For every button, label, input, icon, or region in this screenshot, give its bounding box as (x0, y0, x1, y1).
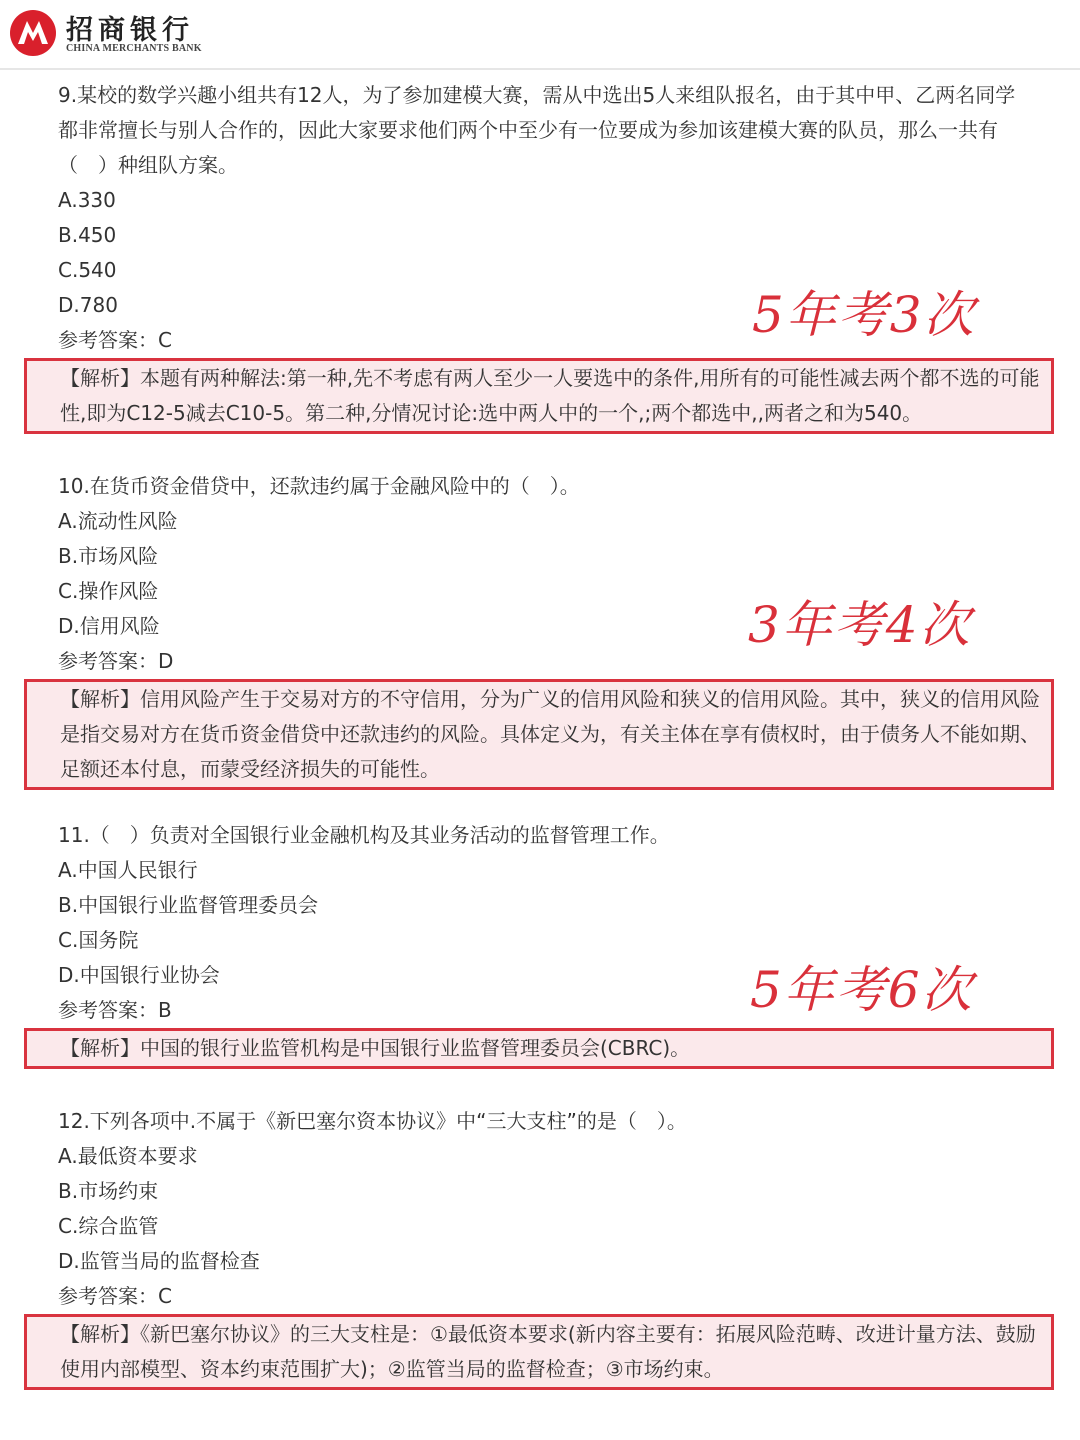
question-text: 9.某校的数学兴趣小组共有12人，为了参加建模大赛，需从中选出5人来组队报名，由于其中甲、乙两名同学都非常擅长与别人合作的，因此大家要求他们两个中至少有一位要成为参加该建模大赛的队员，那么一共有（ ）种组队方案。 (58, 83, 1016, 177)
analysis-box: 【解析】《新巴塞尔协议》的三大支柱是：①最低资本要求(新内容主要有：拓展风险范畴、改进计量方法、鼓励使用内部模型、资本约束范围扩大)；②监管当局的监督检查；③市场约束。 (24, 1314, 1054, 1390)
option-c: C.国务院 (58, 928, 139, 952)
logo-english-name: CHINA MERCHANTS BANK (66, 43, 202, 54)
option-d: D.780 (58, 293, 118, 317)
reference-answer: 参考答案：D (58, 649, 174, 673)
logo-chinese-name: 招商银行 (66, 15, 194, 46)
option-a: A.330 (58, 188, 116, 212)
option-d: D.信用风险 (58, 614, 160, 638)
option-b: B.市场约束 (58, 1179, 159, 1203)
analysis-box: 【解析】本题有两种解法:第一种,先不考虑有两人至少一人要选中的条件,用所有的可能性减去两个都不选的可能性,即为C12-5减去C10-5。第二种,分情况讨论:选中两人中的一个,;两个都选中,,两者之和为540。 (24, 358, 1054, 434)
option-d: D.中国银行业协会 (58, 963, 220, 987)
question-text: 12.下列各项中.不属于《新巴塞尔资本协议》中“三大支柱”的是（ ）。 (58, 1109, 687, 1133)
option-b: B.市场风险 (58, 544, 159, 568)
exam-frequency-note: 5年考3次 (752, 286, 976, 344)
option-b: B.中国银行业监督管理委员会 (58, 893, 319, 917)
option-a: A.流动性风险 (58, 509, 178, 533)
exam-frequency-note: 5年考6次 (750, 961, 974, 1019)
question-text: 10.在货币资金借贷中，还款违约属于金融风险中的（ ）。 (58, 474, 580, 498)
question-block (58, 78, 1048, 434)
bank-logo-icon (8, 8, 58, 58)
reference-answer: 参考答案：C (58, 328, 172, 352)
reference-answer: 参考答案：C (58, 1284, 172, 1308)
question-block (58, 818, 1048, 1069)
option-a: A.最低资本要求 (58, 1144, 198, 1168)
question-text: 11.（ ）负责对全国银行业金融机构及其业务活动的监督管理工作。 (58, 823, 670, 847)
option-a: A.中国人民银行 (58, 858, 198, 882)
reference-answer: 参考答案：B (58, 998, 172, 1022)
option-c: C.操作风险 (58, 579, 159, 603)
header (0, 0, 1080, 70)
analysis-box: 【解析】信用风险产生于交易对方的不守信用，分为广义的信用风险和狭义的信用风险。其中，狭义的信用风险是指交易对方在货币资金借贷中还款违约的风险。具体定义为，有关主体在享有债权时，由于债务人不能如期、足额还本付息，而蒙受经济损失的可能性。 (24, 679, 1054, 790)
option-b: B.450 (58, 223, 117, 247)
option-c: C.540 (58, 258, 117, 282)
exam-frequency-note: 3年考4次 (748, 596, 972, 654)
analysis-box: 【解析】中国的银行业监管机构是中国银行业监督管理委员会(CBRC)。 (24, 1028, 1054, 1069)
question-block (58, 1104, 1048, 1390)
option-d: D.监管当局的监督检查 (58, 1249, 260, 1273)
option-c: C.综合监管 (58, 1214, 159, 1238)
